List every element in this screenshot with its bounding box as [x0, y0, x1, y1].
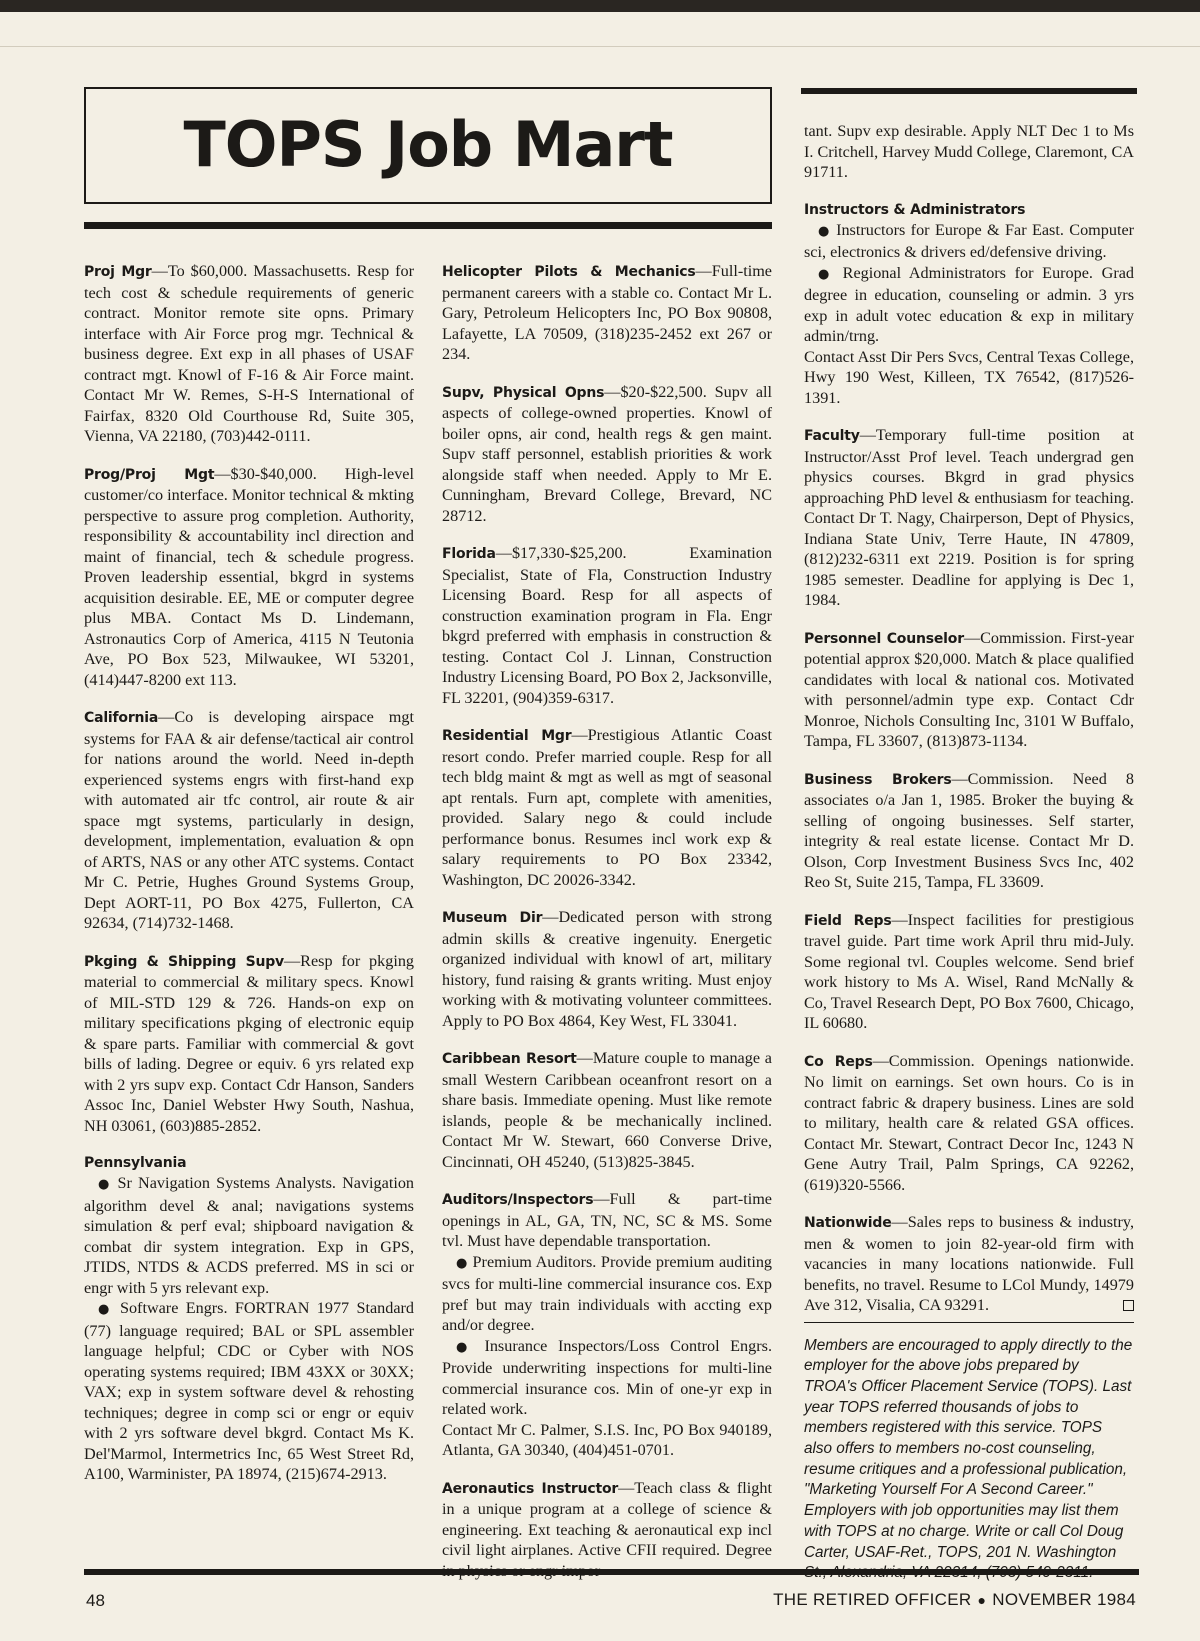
listing-text: —Dedicated person with strong admin skills & creative ingenuity. Energetic organized individual with knowl of art, military history, fund raising & grants writing. Must enjoy working with & motivating volunteer committees. Apply to PO Box 4864, Key West, FL 33041.: [442, 908, 773, 1030]
listing-nationwide: [804, 1212, 1134, 1316]
top-edge-band: [0, 0, 1200, 12]
bullet-dot-icon: ●: [98, 1177, 112, 1192]
listing-faculty: [804, 425, 1134, 611]
bullet-text: Insurance Inspectors/Loss Control Engrs. Provide underwriting inspections for multi-line commercial insurance cos. Min of one-yr exp in related work.: [442, 1336, 772, 1418]
listing-proj-mgr: [84, 261, 414, 447]
listing-text: —Temporary full-time position at Instructor/Asst Prof level. Teach undergrad gen physics courses. Bkgrd in grad physics approaching PhD level & enthusiasm for teaching. Contact Dr T. Nagy, Chairperson, Dept of Physics, Indiana State Univ, Terre Haute, IN 47809, (812)232-6311 ext 2219. Position is for spring 1985 semester. Deadline for applying is Dec 1, 1984.: [804, 426, 1134, 609]
listing-lead: Auditors/Inspectors: [442, 1192, 594, 1208]
listing-lead: Supv, Physical Opns: [442, 384, 605, 401]
listing-personnel: [804, 628, 1134, 752]
listing-lead: Florida: [442, 546, 496, 562]
listing-lead: Faculty: [804, 428, 860, 444]
listing-aeronautics: [442, 1478, 772, 1582]
running-footer: [773, 1590, 1136, 1610]
listing-helicopter: [442, 261, 772, 365]
listing-lead: Personnel Counselor: [804, 630, 964, 647]
bullet-dot-icon: ●: [456, 1339, 474, 1355]
tops-note: Members are encouraged to apply directly to the employer for the above jobs prepared by TROA's Officer Placement Service (TOPS). Last year TOPS referred thousands of jobs to members registered with this service. TOPS also offers to members no-cost counseling, resume critiques and a professional publication, "Marketing Yourself For A Second Career." Employers with job opportunities may list them with TOPS at no charge. Write or call Col Doug Carter, USAF-Ret., TOPS, 201 N. Washington: [804, 1336, 1133, 1561]
bullet-text: Premium Auditors. Provide premium auditing svcs for multi-line commercial insurance cos. Exp pref but may train individuals with accting exp and/or degree.: [442, 1252, 773, 1334]
listing-co-reps: [804, 1051, 1134, 1196]
listing-auditors: [442, 1189, 772, 1461]
listing-text: —Teach class & flight in a unique program at a college of science & engineering. Ext teaching & aeronautical exp incl civil light airplanes. Active CFII required. Degree: [442, 1478, 772, 1559]
listing-contact: Contact Mr C. Palmer, S.I.S. Inc, PO Box 940189, Atlanta, GA 30340, (404)451-0701.: [442, 1420, 772, 1459]
listing-lead: Prog/Proj Mgt: [84, 466, 215, 483]
listing-museum: [442, 907, 772, 1031]
listing-lead: Aeronautics Instructor: [442, 1480, 619, 1497]
section-heading: Instructors & Administrators: [804, 201, 1026, 218]
bullet-text: Regional Administrators for Europe. Grad degree in education, counseling or admin. 3 yrs exp in adult votec education & exp in military admin/trng.: [804, 263, 1134, 345]
column-three: [804, 121, 1134, 1584]
listing-contact: Contact Asst Dir Pers Svcs, Central Texas College, Hwy 190 West, Killeen, TX 76542, (817)526-1391.: [804, 347, 1134, 407]
bullet-item: [804, 220, 1134, 263]
bullet-text: Instructors for Europe & Far East. Computer sci, electronics & drivers ed/defensive driving.: [804, 220, 1135, 261]
bullet-dot-icon: ●: [456, 1255, 468, 1271]
listing-prog-proj-mgt: [84, 464, 414, 691]
bullet-dot-icon: ●: [818, 266, 834, 282]
listing-lead: Co Reps: [804, 1053, 873, 1070]
listing-caribbean: [442, 1048, 772, 1172]
listing-lead: Caribbean Resort: [442, 1051, 577, 1067]
listing-lead: Business Brokers: [804, 771, 952, 788]
listing-instructors: [804, 200, 1134, 409]
listing-text: —Prestigious Atlantic Coast resort condo. Prefer married couple. Resp for all tech bldg maint & mgt as well as mgt of seasonal apt rentals. Furn apt, complete with amenities, provided. Salary nego & could include performance bonus. Resumes incl work exp & salary requirements to PO Box 23342, Washington, DC 20026-3342.: [442, 726, 772, 889]
top-hairline: [0, 46, 1200, 47]
bullet-dot-icon: ●: [818, 223, 831, 239]
listing-lead: Museum Dir: [442, 910, 543, 926]
listing-text: —$30-$40,000. High-level customer/co interface. Monitor technical & mkting perspective to assure prog completion. Authority, responsibility & accountability incl direction and maint of financial, tech & schedule progress. Proven leadership essential, bkgrd in systems acquisition desirable. EE, ME or computer degree plus MBA. Contact Ms D. Lindemann, Astronautics Corp of America, 4115 N Teutonia Ave, PO Box 523, Milwaukee, WI 53201, (414)447-8200 ext 113.: [84, 464, 414, 689]
listing-text: —$20-$22,500. Supv all aspects of college-owned properties. Knowl of boiler opns, air cond, health regs & gen maint. Supv staff personnel, establish priorities & work alongside staff when needed. Apply to Mr E. Cunningham, Brevard College, Brevard, NC 28712.: [442, 382, 772, 525]
bullet-item: [84, 1298, 414, 1485]
publication-name: THE RETIRED OFFICER: [773, 1590, 972, 1609]
title-box: [84, 87, 772, 204]
listing-text: —Commission. Openings nationwide. No limit on earnings. Set own hours. Co is in contract fabric & drapery business. Lines are sold to military, health care & related GSA offices. Contact Mr. Stewart, Contract Decor Inc, 1243 N Gene Autry Trail, Palm Springs, CA 92262, (619)320-5566.: [804, 1051, 1135, 1194]
listing-text: —$17,330-$25,200. Examination Specialist, State of Fla, Construction Industry Licensing Board. Resp for all aspects of construction examination program in Fla. Engr bkgrd preferred with emphasis in construction & testing. Contact Col J. Linnan, Construction Industry Licensing Board, PO Box 2, Jacksonville, FL 32201, (904)359-6317.: [442, 544, 772, 707]
listing-intro: [442, 1189, 772, 1252]
listing-lead: California: [84, 710, 159, 726]
listing-lead: Residential Mgr: [442, 728, 572, 744]
title-rule: [84, 222, 772, 229]
listing-pkging: [84, 951, 414, 1137]
column-one: [84, 261, 414, 1485]
bullet-item: [442, 1336, 772, 1420]
listing-text: —Inspect facilities for prestigious travel guide. Part time work April thru mid-July. Some regional tvl. Couples welcome. Send brief work history to Ms A. Wisel, Rand McNally & Co, Travel Research Dept, PO Box 7600, Chicago, IL 60680.: [804, 910, 1134, 1032]
section-heading: Pennsylvania: [84, 1155, 187, 1171]
listing-lead: Field Reps: [804, 912, 892, 929]
column-two: [442, 261, 772, 1581]
bullet-item: [84, 1173, 414, 1298]
end-of-article-box-icon: [1123, 1300, 1134, 1311]
issue-date: NOVEMBER 1984: [992, 1590, 1136, 1609]
listing-florida: [442, 543, 772, 708]
listing-text: —Mature couple to manage a small Western Caribbean oceanfront resort on a share basis. Immediate opening. Must like remote islands, people & be mechanically inclined. Contact Mr W. Stewart, 660 Converse Drive, Cincinnati, OH 45240, (513)825-3845.: [442, 1049, 772, 1171]
listing-lead: Pkging & Shipping Supv: [84, 953, 284, 970]
listing-lead: Nationwide: [804, 1215, 892, 1231]
listing-text: —Co is developing airspace mgt systems for FAA & air defense/tactical air control for nations around the world. Need in-depth experienced systems engrs with first-hand exp with automated air tfc control, air route & air space mgt systems, particularly in design, development, implementation, evaluation & opn of ARTS, NAS or any other ATC systems. Contact Mr C. Petrie, Hughes Ground Systems Group, Dept AORT-11, PO Box 4275, Fullerton, CA 92634, (714)732-1468.: [84, 708, 414, 932]
listing-text: —Commission. Need 8 associates o/a Jan 1, 1985. Broker the buying & selling of ongoing businesses. Self starter, integrity & real estate license. Contact Mr D. Olson, Corp Investment Business Svcs Inc, 402 Reo St, Suite 215, Tampa, FL 33609.: [804, 769, 1134, 891]
listing-continuation: tant. Supv exp desirable. Apply NLT Dec 1 to Ms I. Critchell, Harvey Mudd College, Claremont, CA 91711.: [804, 122, 1134, 181]
listing-text: —Full-time permanent careers with a stable co. Contact Mr L. Gary, Petroleum Helicopters Inc, PO Box 90808, Lafayette, LA 70509, (318)235-2452 ext 267 or 234.: [442, 262, 772, 363]
listing-lead: Helicopter Pilots & Mechanics: [442, 264, 696, 280]
bullet-dot-icon: ●: [977, 1592, 987, 1608]
bullet-text: Software Engrs. FORTRAN 1977 Standard (77) language required; BAL or SPL assembler language helpful; CDC or Cyber with NOS operating systems required; IBM 43XX or 30XX; VAX; exp in system software devel & rehosting techniques; degree in comp sci or engr or equiv with 2 yrs software devel bkgrd. Contact Ms K. Del'Marmol, Intermetrics Inc, 65 West Street Rd, A100, Warminister, PA 18974, (215)674-2913.: [84, 1299, 415, 1483]
listing-lead: Proj Mgr: [84, 264, 152, 280]
listing-text: —Sales reps to business & industry, men & women to join 82-year-old firm with vacancies in many locations nationwide. Full benefits, no travel. Resume to LCol Mundy, 14979 Ave 312, Visalia, CA 93291.: [804, 1213, 1134, 1314]
listing-text: —Commission. First-year potential approx $20,000. Match & place qualified candidates with local & national cos. Motivated with personnel/admin type exp. Contact Cdr Monroe, Nichols Consulting Inc, 3101 W Buffalo, Tampa, FL 33607, (813)873-1134.: [804, 628, 1134, 750]
listing-field-reps: [804, 910, 1134, 1034]
column-three-rule: [801, 88, 1137, 94]
listing-text: —Resp for pkging material to commercial & military specs. Knowl of MIL-STD 129 & 726. Hands-on exp on military specifications pkging of electronic equip & spare parts. Familiar with commercial & govt bills of lading. Degree or equiv. 6 yrs related exp with 2 yrs supv exp. Contact Cdr Hanson, Sanders Assoc Inc, Daniel Webster Hwy South, Nashua, NH 03061, (603)885-2852.: [84, 951, 415, 1135]
listing-pennsylvania: [84, 1153, 414, 1485]
bullet-dot-icon: ●: [98, 1302, 113, 1317]
page-title: TOPS Job Mart: [183, 108, 673, 181]
listing-residential: [442, 725, 772, 890]
page-number: 48: [86, 1591, 105, 1610]
bullet-item: [804, 263, 1134, 347]
bullet-text: Sr Navigation Systems Analysts. Navigation algorithm devel & anal; navigations systems simulation & perf eval; shipboard navigation & combat dir system integration. Exp in GPS, JTIDS, NTDS & ACDS preferred. MS in sci or engr with 5 yrs relevant exp.: [84, 1174, 415, 1297]
listing-text: —To $60,000. Massachusetts. Resp for tech cost & schedule requirements of generic contract. Monitor remote site opns. Primary interface with Air Force prog mgr. Technical & business degree. Ext exp in all phases of USAF contract mgt. Knowl of F-16 & Air Force maint. Contact Mr W. Remes, S-H-S International of Fairfax, 8320 Old Courthouse Rd, Suite 305, Vienna, VA 22180, (703)442-0111.: [84, 262, 414, 445]
listing-california: [84, 707, 414, 934]
bullet-item: [442, 1252, 772, 1336]
listing-text: —Full & part-time openings in AL, GA, TN, NC, SC & MS. Some tvl. Must have dependable transportation.: [442, 1190, 772, 1250]
listing-supv-physical: [442, 382, 772, 527]
listing-business-brokers: [804, 769, 1134, 893]
note-divider: [804, 1322, 1134, 1323]
bottom-rule: [84, 1569, 1139, 1575]
